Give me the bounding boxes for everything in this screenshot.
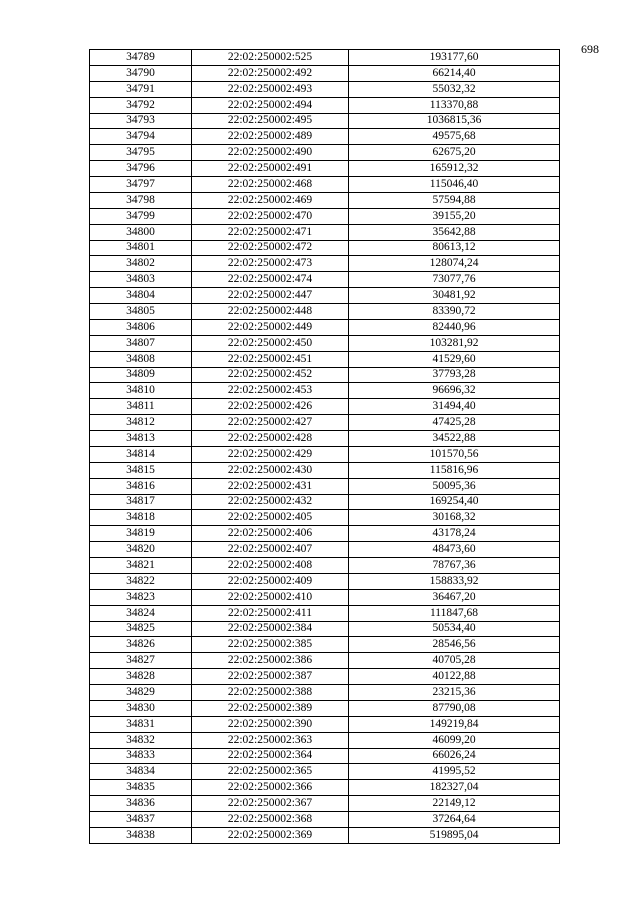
cadastral-number-cell: 22:02:250002:405 xyxy=(192,510,349,526)
cadastral-number-cell: 22:02:250002:406 xyxy=(192,526,349,542)
value-cell: 73077,76 xyxy=(349,272,560,288)
value-cell: 519895,04 xyxy=(349,827,560,843)
table-row xyxy=(90,796,560,812)
table-row xyxy=(90,129,560,145)
table-row xyxy=(90,383,560,399)
row-number-cell: 34792 xyxy=(90,97,192,113)
cadastral-number-cell: 22:02:250002:447 xyxy=(192,288,349,304)
value-cell: 41529,60 xyxy=(349,351,560,367)
value-cell: 50534,40 xyxy=(349,621,560,637)
row-number-cell: 34814 xyxy=(90,446,192,462)
cadastral-number-cell: 22:02:250002:473 xyxy=(192,256,349,272)
row-number-cell: 34815 xyxy=(90,462,192,478)
row-number-cell: 34827 xyxy=(90,653,192,669)
row-number-cell: 34794 xyxy=(90,129,192,145)
row-number-cell: 34798 xyxy=(90,192,192,208)
table-row xyxy=(90,637,560,653)
value-cell: 43178,24 xyxy=(349,526,560,542)
table-row xyxy=(90,589,560,605)
table-row xyxy=(90,304,560,320)
row-number-cell: 34832 xyxy=(90,732,192,748)
value-cell: 34522,88 xyxy=(349,431,560,447)
cadastral-number-cell: 22:02:250002:427 xyxy=(192,415,349,431)
value-cell: 149219,84 xyxy=(349,716,560,732)
row-number-cell: 34796 xyxy=(90,161,192,177)
cadastral-number-cell: 22:02:250002:387 xyxy=(192,669,349,685)
table-row xyxy=(90,50,560,66)
row-number-cell: 34799 xyxy=(90,208,192,224)
row-number-cell: 34829 xyxy=(90,685,192,701)
value-cell: 30168,32 xyxy=(349,510,560,526)
value-cell: 62675,20 xyxy=(349,145,560,161)
cadastral-number-cell: 22:02:250002:450 xyxy=(192,335,349,351)
table-row xyxy=(90,621,560,637)
row-number-cell: 34795 xyxy=(90,145,192,161)
value-cell: 37264,64 xyxy=(349,812,560,828)
cadastral-number-cell: 22:02:250002:494 xyxy=(192,97,349,113)
value-cell: 193177,60 xyxy=(349,50,560,66)
cadastral-number-cell: 22:02:250002:428 xyxy=(192,431,349,447)
row-number-cell: 34810 xyxy=(90,383,192,399)
cadastral-number-cell: 22:02:250002:471 xyxy=(192,224,349,240)
value-cell: 47425,28 xyxy=(349,415,560,431)
value-cell: 96696,32 xyxy=(349,383,560,399)
cadastral-number-cell: 22:02:250002:409 xyxy=(192,573,349,589)
cadastral-number-cell: 22:02:250002:431 xyxy=(192,478,349,494)
table-row xyxy=(90,605,560,621)
cadastral-number-cell: 22:02:250002:407 xyxy=(192,542,349,558)
row-number-cell: 34830 xyxy=(90,700,192,716)
table-row xyxy=(90,827,560,843)
value-cell: 115046,40 xyxy=(349,177,560,193)
cadastral-number-cell: 22:02:250002:493 xyxy=(192,81,349,97)
value-cell: 113370,88 xyxy=(349,97,560,113)
value-cell: 103281,92 xyxy=(349,335,560,351)
value-cell: 1036815,36 xyxy=(349,113,560,129)
table-row xyxy=(90,288,560,304)
cadastral-number-cell: 22:02:250002:495 xyxy=(192,113,349,129)
cadastral-number-cell: 22:02:250002:426 xyxy=(192,399,349,415)
value-cell: 28546,56 xyxy=(349,637,560,653)
table-row xyxy=(90,446,560,462)
cadastral-number-cell: 22:02:250002:430 xyxy=(192,462,349,478)
cadastral-number-cell: 22:02:250002:410 xyxy=(192,589,349,605)
cadastral-number-cell: 22:02:250002:369 xyxy=(192,827,349,843)
table-row xyxy=(90,224,560,240)
table-row xyxy=(90,97,560,113)
table-row xyxy=(90,161,560,177)
table-row xyxy=(90,700,560,716)
row-number-cell: 34802 xyxy=(90,256,192,272)
row-number-cell: 34789 xyxy=(90,50,192,66)
value-cell: 80613,12 xyxy=(349,240,560,256)
value-cell: 31494,40 xyxy=(349,399,560,415)
row-number-cell: 34797 xyxy=(90,177,192,193)
cadastral-number-cell: 22:02:250002:490 xyxy=(192,145,349,161)
table-row xyxy=(90,764,560,780)
value-cell: 39155,20 xyxy=(349,208,560,224)
cadastral-number-cell: 22:02:250002:365 xyxy=(192,764,349,780)
value-cell: 55032,32 xyxy=(349,81,560,97)
row-number-cell: 34801 xyxy=(90,240,192,256)
row-number-cell: 34804 xyxy=(90,288,192,304)
row-number-cell: 34824 xyxy=(90,605,192,621)
cadastral-number-cell: 22:02:250002:453 xyxy=(192,383,349,399)
table-row xyxy=(90,240,560,256)
value-cell: 48473,60 xyxy=(349,542,560,558)
table-row xyxy=(90,415,560,431)
cadastral-number-cell: 22:02:250002:411 xyxy=(192,605,349,621)
table-row xyxy=(90,478,560,494)
value-cell: 50095,36 xyxy=(349,478,560,494)
cadastral-number-cell: 22:02:250002:432 xyxy=(192,494,349,510)
value-cell: 35642,88 xyxy=(349,224,560,240)
value-cell: 182327,04 xyxy=(349,780,560,796)
table-row xyxy=(90,510,560,526)
row-number-cell: 34838 xyxy=(90,827,192,843)
table-row xyxy=(90,192,560,208)
table-row xyxy=(90,351,560,367)
table-row xyxy=(90,780,560,796)
row-number-cell: 34800 xyxy=(90,224,192,240)
value-cell: 57594,88 xyxy=(349,192,560,208)
table-body xyxy=(90,50,560,844)
cadastral-number-cell: 22:02:250002:449 xyxy=(192,319,349,335)
cadastral-number-cell: 22:02:250002:525 xyxy=(192,50,349,66)
table-row xyxy=(90,431,560,447)
table-row xyxy=(90,208,560,224)
value-cell: 30481,92 xyxy=(349,288,560,304)
value-cell: 49575,68 xyxy=(349,129,560,145)
cadastral-number-cell: 22:02:250002:386 xyxy=(192,653,349,669)
value-cell: 111847,68 xyxy=(349,605,560,621)
table-row xyxy=(90,812,560,828)
row-number-cell: 34818 xyxy=(90,510,192,526)
value-cell: 83390,72 xyxy=(349,304,560,320)
table-row xyxy=(90,494,560,510)
table-row xyxy=(90,653,560,669)
cadastral-number-cell: 22:02:250002:452 xyxy=(192,367,349,383)
table-row xyxy=(90,145,560,161)
value-cell: 158833,92 xyxy=(349,573,560,589)
value-cell: 36467,20 xyxy=(349,589,560,605)
value-cell: 78767,36 xyxy=(349,558,560,574)
value-cell: 37793,28 xyxy=(349,367,560,383)
table-row xyxy=(90,573,560,589)
value-cell: 87790,08 xyxy=(349,700,560,716)
cadastral-number-cell: 22:02:250002:472 xyxy=(192,240,349,256)
table-row xyxy=(90,113,560,129)
value-cell: 101570,56 xyxy=(349,446,560,462)
cadastral-number-cell: 22:02:250002:390 xyxy=(192,716,349,732)
table-row xyxy=(90,367,560,383)
row-number-cell: 34831 xyxy=(90,716,192,732)
table-row xyxy=(90,558,560,574)
cadastral-number-cell: 22:02:250002:389 xyxy=(192,700,349,716)
table-row xyxy=(90,319,560,335)
cadastral-number-cell: 22:02:250002:367 xyxy=(192,796,349,812)
row-number-cell: 34837 xyxy=(90,812,192,828)
row-number-cell: 34828 xyxy=(90,669,192,685)
value-cell: 82440,96 xyxy=(349,319,560,335)
table-row xyxy=(90,685,560,701)
cadastral-number-cell: 22:02:250002:451 xyxy=(192,351,349,367)
table-row xyxy=(90,748,560,764)
value-cell: 23215,36 xyxy=(349,685,560,701)
table-row xyxy=(90,669,560,685)
value-cell: 40705,28 xyxy=(349,653,560,669)
cadastral-number-cell: 22:02:250002:408 xyxy=(192,558,349,574)
cadastral-value-table xyxy=(89,49,560,844)
row-number-cell: 34823 xyxy=(90,589,192,605)
cadastral-number-cell: 22:02:250002:468 xyxy=(192,177,349,193)
table-row xyxy=(90,335,560,351)
cadastral-number-cell: 22:02:250002:474 xyxy=(192,272,349,288)
value-cell: 46099,20 xyxy=(349,732,560,748)
cadastral-number-cell: 22:02:250002:385 xyxy=(192,637,349,653)
cadastral-number-cell: 22:02:250002:368 xyxy=(192,812,349,828)
row-number-cell: 34811 xyxy=(90,399,192,415)
table-row xyxy=(90,272,560,288)
row-number-cell: 34820 xyxy=(90,542,192,558)
row-number-cell: 34808 xyxy=(90,351,192,367)
page-number: 698 xyxy=(581,42,599,56)
table-row xyxy=(90,526,560,542)
table-row xyxy=(90,256,560,272)
row-number-cell: 34813 xyxy=(90,431,192,447)
row-number-cell: 34791 xyxy=(90,81,192,97)
cadastral-number-cell: 22:02:250002:489 xyxy=(192,129,349,145)
row-number-cell: 34825 xyxy=(90,621,192,637)
value-cell: 165912,32 xyxy=(349,161,560,177)
table-row xyxy=(90,542,560,558)
row-number-cell: 34807 xyxy=(90,335,192,351)
row-number-cell: 34819 xyxy=(90,526,192,542)
row-number-cell: 34816 xyxy=(90,478,192,494)
table-row xyxy=(90,399,560,415)
cadastral-number-cell: 22:02:250002:448 xyxy=(192,304,349,320)
table-row xyxy=(90,732,560,748)
value-cell: 66214,40 xyxy=(349,65,560,81)
row-number-cell: 34790 xyxy=(90,65,192,81)
row-number-cell: 34817 xyxy=(90,494,192,510)
row-number-cell: 34836 xyxy=(90,796,192,812)
cadastral-number-cell: 22:02:250002:469 xyxy=(192,192,349,208)
row-number-cell: 34803 xyxy=(90,272,192,288)
row-number-cell: 34821 xyxy=(90,558,192,574)
table-row xyxy=(90,177,560,193)
cadastral-number-cell: 22:02:250002:388 xyxy=(192,685,349,701)
value-cell: 128074,24 xyxy=(349,256,560,272)
row-number-cell: 34809 xyxy=(90,367,192,383)
value-cell: 22149,12 xyxy=(349,796,560,812)
cadastral-number-cell: 22:02:250002:491 xyxy=(192,161,349,177)
row-number-cell: 34793 xyxy=(90,113,192,129)
cadastral-number-cell: 22:02:250002:366 xyxy=(192,780,349,796)
value-cell: 115816,96 xyxy=(349,462,560,478)
row-number-cell: 34834 xyxy=(90,764,192,780)
value-cell: 41995,52 xyxy=(349,764,560,780)
table-row xyxy=(90,462,560,478)
cadastral-number-cell: 22:02:250002:384 xyxy=(192,621,349,637)
value-cell: 66026,24 xyxy=(349,748,560,764)
value-cell: 40122,88 xyxy=(349,669,560,685)
table-row xyxy=(90,65,560,81)
row-number-cell: 34835 xyxy=(90,780,192,796)
row-number-cell: 34833 xyxy=(90,748,192,764)
row-number-cell: 34822 xyxy=(90,573,192,589)
table-row xyxy=(90,716,560,732)
value-cell: 169254,40 xyxy=(349,494,560,510)
cadastral-number-cell: 22:02:250002:363 xyxy=(192,732,349,748)
row-number-cell: 34826 xyxy=(90,637,192,653)
cadastral-number-cell: 22:02:250002:364 xyxy=(192,748,349,764)
row-number-cell: 34806 xyxy=(90,319,192,335)
table-row xyxy=(90,81,560,97)
cadastral-number-cell: 22:02:250002:429 xyxy=(192,446,349,462)
cadastral-number-cell: 22:02:250002:470 xyxy=(192,208,349,224)
row-number-cell: 34812 xyxy=(90,415,192,431)
row-number-cell: 34805 xyxy=(90,304,192,320)
cadastral-number-cell: 22:02:250002:492 xyxy=(192,65,349,81)
